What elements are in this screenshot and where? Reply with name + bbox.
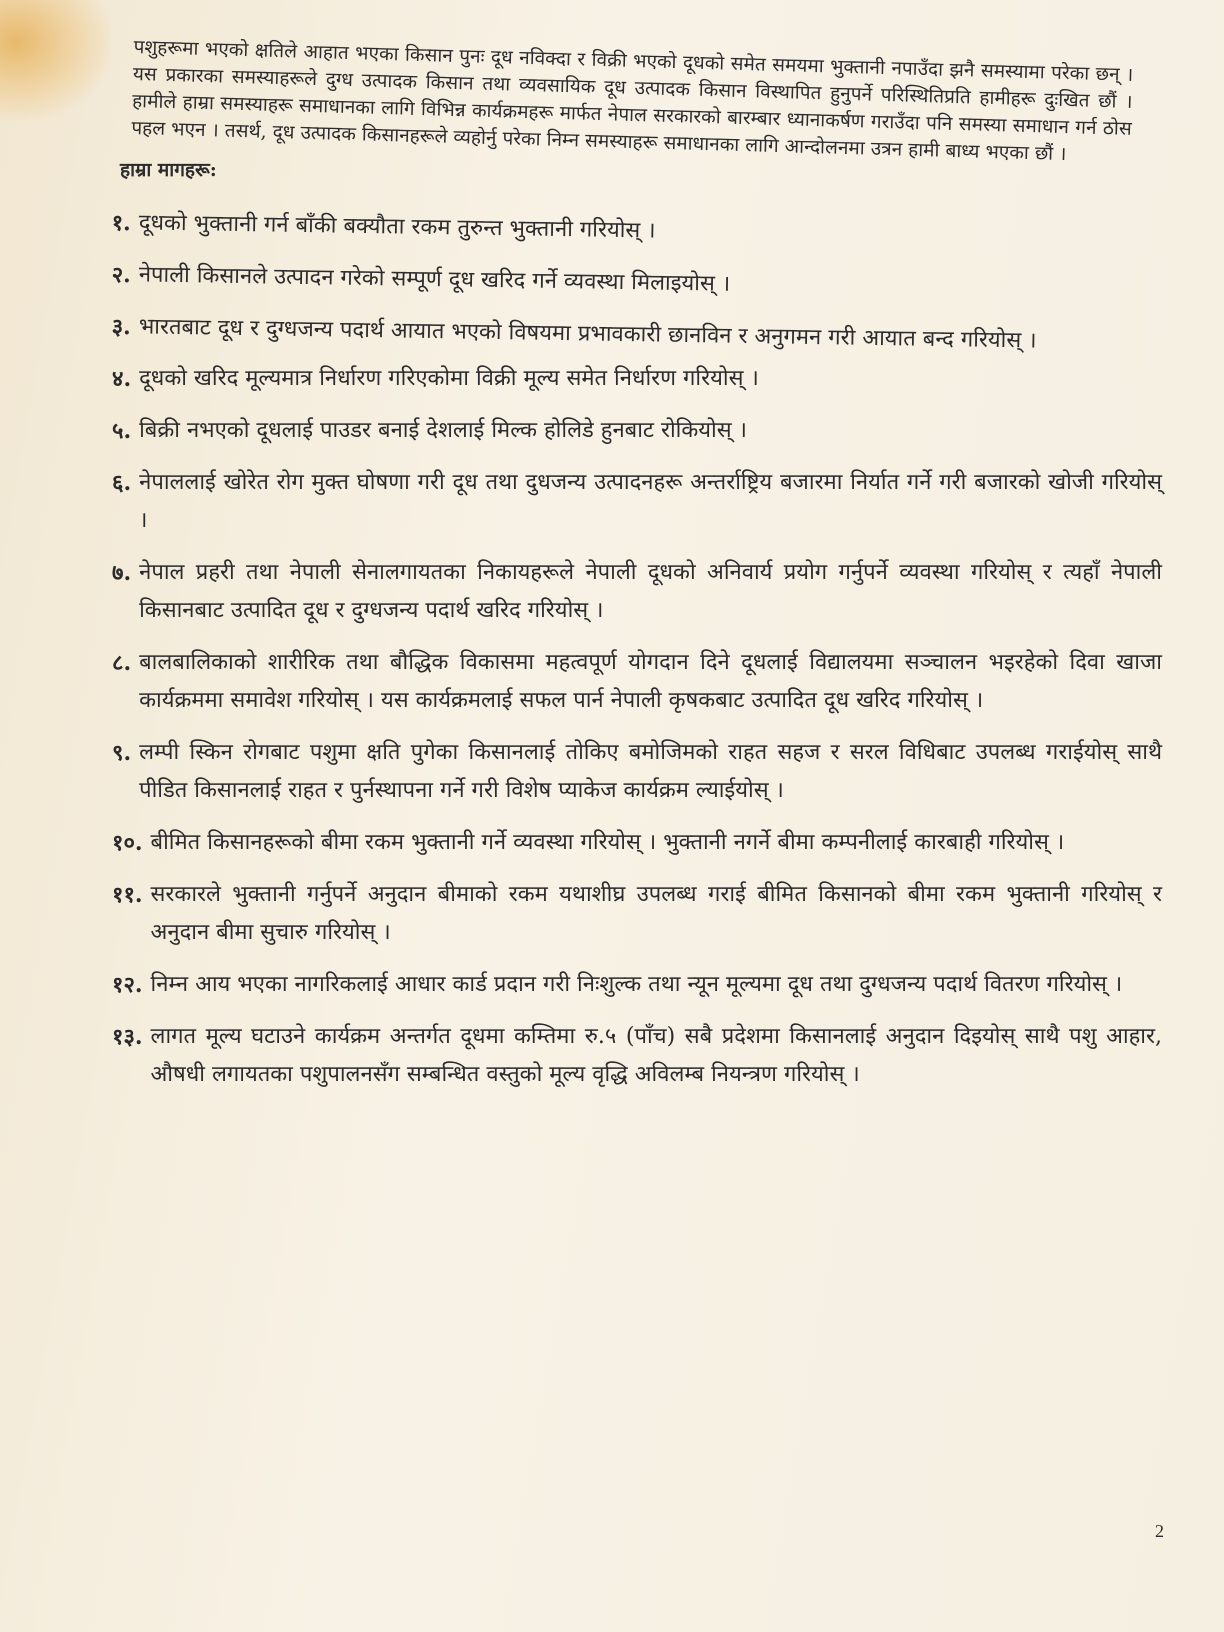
demand-number: १. bbox=[111, 209, 132, 237]
demand-text: दूधको भुक्तानी गर्न बाँकी बक्यौता रकम तुरुन्त भुक्तानी गरियोस् । bbox=[138, 210, 656, 244]
demand-text: लम्पी स्किन रोगबाट पशुमा क्षति पुगेका किसानलाई तोकिए बमोजिमको राहत सहज र सरल विधिबाट उपलब्ध गराईयोस् साथै पीडित किसानलाई राहत र पुर्नस्थापना गर्ने गरी विशेष प्याकेज कार्यक्रम ल्याईयोस् । bbox=[139, 740, 1162, 803]
demand-item bbox=[112, 554, 1162, 630]
intro-paragraph: पशुहरूमा भएको क्षतिले आहात भएका किसान पुनः दूध नविक्दा र विक्री भएको दूधको समेत समयमा भुक्तानी नपाउँदा झनै समस्यामा परेका छन् । यस प्रकारका समस्याहरूले दुग्ध उत्पादक किसान तथा व्यवसायिक दूध उत्पादक किसान विस्थापित हुनुपर्ने परिस्थितिप्रति हामीहरू दुःखित छौं । हामीले हाम्रा समस्याहरू समाधानका लागि विभिन्न कार्यक्रमहरू मार्फत नेपाल सरकारको बारम्बार ध्यानाकर्षण गराउँदा पनि समस्या समाधान गर्न ठोस पहल भएन । तसर्थ, दूध उत्पादक किसानहरूले व्यहोर्नु परेका निम्न समस्याहरू समाधानका लागि आन्दोलनमा उत्रन हामी बाध्य भएका छौं । bbox=[131, 35, 1134, 166]
demand-number: १२. bbox=[112, 972, 143, 998]
demand-number: १०. bbox=[112, 830, 143, 856]
demand-text: नेपाललाई खोरेत रोग मुक्त घोषणा गरी दूध तथा दुधजन्य उत्पादनहरू अन्तर्राष्ट्रिय बजारमा निर्यात गर्ने गरी बजारको खोजी गरियोस् । bbox=[139, 470, 1162, 533]
demand-item bbox=[112, 644, 1162, 720]
demand-text: बिक्री नभएको दूधलाई पाउडर बनाई देशलाई मिल्क होलिडे हुनबाट रोकियोस् । bbox=[139, 418, 747, 443]
page-number: 2 bbox=[1155, 1521, 1164, 1541]
demand-item bbox=[111, 204, 1161, 258]
demand-list bbox=[112, 204, 1172, 1094]
demand-item bbox=[112, 734, 1162, 810]
demand-number: ३. bbox=[111, 313, 132, 341]
demand-item bbox=[112, 876, 1162, 952]
demand-item bbox=[111, 308, 1161, 362]
demand-item bbox=[111, 256, 1161, 310]
paper-stain bbox=[0, 0, 110, 120]
demand-text: दूधको खरिद मूल्यमात्र निर्धारण गरिएकोमा विक्री मूल्य समेत निर्धारण गरियोस् । bbox=[139, 366, 759, 391]
demand-text: भारतबाट दूध र दुग्धजन्य पदार्थ आयात भएको विषयमा प्रभावकारी छानविन र अनुगमन गरी आयात बन्द गरियोस् । bbox=[138, 314, 1037, 354]
demand-item bbox=[112, 360, 1162, 398]
demands-heading: हाम्रा मागहरू: bbox=[120, 159, 217, 181]
demand-item bbox=[112, 1018, 1162, 1094]
demand-item bbox=[112, 966, 1162, 1004]
demand-item bbox=[112, 464, 1162, 540]
demand-number: ९. bbox=[112, 740, 132, 766]
demand-number: ६. bbox=[112, 470, 132, 496]
demand-text: नेपाली किसानले उत्पादन गरेको सम्पूर्ण दूध खरिद गर्ने व्यवस्था मिलाइयोस् । bbox=[138, 262, 731, 297]
demand-text: लागत मूल्य घटाउने कार्यक्रम अन्तर्गत दूधमा कम्तिमा रु.५ (पाँच) सबै प्रदेशमा किसानलाई अनुदान दिइयोस् साथै पशु आहार, औषधी लगायतका पशुपालनसँग सम्बन्धित वस्तुको मूल्य वृद्धि अविलम्ब नियन्त्रण गरियोस् । bbox=[150, 1024, 1162, 1087]
demand-number: ८. bbox=[112, 650, 132, 676]
demand-number: ७. bbox=[112, 560, 132, 586]
demand-text: बालबालिकाको शारीरिक तथा बौद्धिक विकासमा महत्वपूर्ण योगदान दिने दूधलाई विद्यालयमा सञ्चालन भइरहेको दिवा खाजा कार्यक्रममा समावेश गरियोस् । यस कार्यक्रमलाई सफल पार्न नेपाली कृषकबाट उत्पादित दूध खरिद गरियोस् । bbox=[139, 650, 1162, 713]
demand-text: सरकारले भुक्तानी गर्नुपर्ने अनुदान बीमाको रकम यथाशीघ्र उपलब्ध गराई बीमित किसानको बीमा रकम भुक्तानी गरियोस् र अनुदान बीमा सुचारु गरियोस् । bbox=[150, 882, 1162, 945]
demand-number: १३. bbox=[112, 1024, 143, 1050]
demand-number: २. bbox=[111, 261, 132, 289]
demand-text: नेपाल प्रहरी तथा नेपाली सेनालगायतका निकायहरूले नेपाली दूधको अनिवार्य प्रयोग गर्नुपर्ने व्यवस्था गरियोस् र त्यहाँ नेपाली किसानबाट उत्पादित दूध र दुग्धजन्य पदार्थ खरिद गरियोस् । bbox=[139, 560, 1162, 623]
demand-number: ४. bbox=[112, 366, 132, 392]
document-body bbox=[112, 34, 1172, 1108]
demand-text: निम्न आय भएका नागरिकलाई आधार कार्ड प्रदान गरी निःशुल्क तथा न्यून मूल्यमा दूध तथा दुग्धजन्य पदार्थ वितरण गरियोस् । bbox=[150, 972, 1123, 997]
demand-item bbox=[112, 824, 1162, 862]
demand-item bbox=[112, 412, 1162, 450]
demand-text: बीमित किसानहरूको बीमा रकम भुक्तानी गर्ने व्यवस्था गरियोस् । भुक्तानी नगर्ने बीमा कम्पनीलाई कारबाही गरियोस् । bbox=[150, 830, 1065, 855]
demand-number: ११. bbox=[112, 882, 143, 908]
demand-number: ५. bbox=[112, 418, 132, 444]
